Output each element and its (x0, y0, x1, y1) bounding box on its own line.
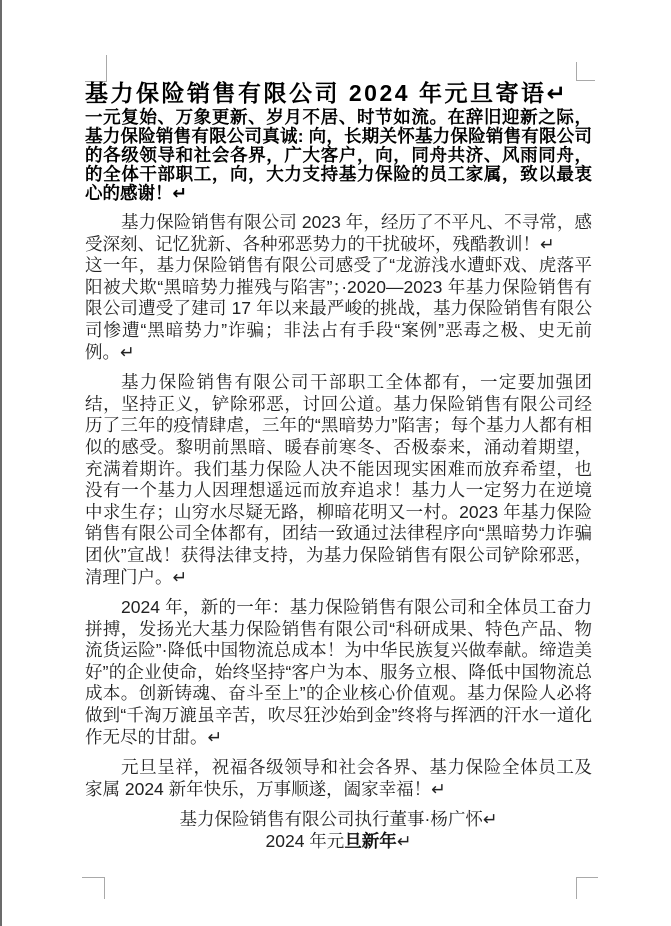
document-text-area[interactable] (85, 78, 592, 853)
paragraph-new-year-blessing: 元旦呈祥，祝福各级领导和社会各界、基力保险全体员工及家属 2024 新年快乐，万事顺遂，阖家幸福！↵ (85, 757, 592, 799)
paragraph-2024-outlook: 2024 年，新的一年：基力保险销售有限公司和全体员工奋力拼搏，发扬光大基力保险销售有限公司“科研成果、特色产品、物流货运险”·降低中国物流总成本！为中华民族复兴做奉献。缔造美好”的企业使命，始终坚持“客户为本、服务立根、降低中国物流总成本。创新铸魂、奋斗至上”的企业核心价值观。基力保险人必将做到“千淘万漉虽辛苦，吹尽狂沙始到金”终将与挥洒的汗水一道化作无尽的甘甜。↵ (85, 597, 592, 747)
text-boundary-mark-bottom-right (576, 877, 598, 899)
date-line-regular: 2024 年元 (265, 831, 345, 852)
signature-line: 基力保险销售有限公司执行董事·杨广怀↵ (179, 809, 498, 830)
paragraph-2023-review (85, 212, 592, 363)
document-title: 基力保险销售有限公司 2024 年元旦寄语↵ (85, 80, 569, 106)
paragraph-2023-review-part1: 基力保险销售有限公司 2023 年，经历了不平凡、不寻常，感受深刻、记忆犹新、各种邪恶势力的干扰破坏，残酷教训！↵ (85, 212, 592, 254)
paragraph-unity-resolve: 基力保险销售有限公司干部职工全体都有，一定要加强团结，坚持正义，铲除邪恶，讨回公道。基力保险销售有限公司经历了三年的疫情肆虐，三年的“黑暗势力”陷害；每个基力人都有相似的感受。黎明前黑暗、暖春前寒冬、否极泰来，涌动着期望，充满着期许。我们基力保险人决不能因现实困难而放弃希望，也没有一个基力人因理想遥远而放弃追求！基力人一定努力在逆境中求生存；山穷水尽疑无路，柳暗花明又一村。2023 年基力保险销售有限公司全体都有，团结一致通过法律程序向“黑暗势力诈骗团伙”宣战！获得法律支持，为基力保险销售有限公司铲除邪恶，清理门户。↵ (85, 372, 592, 587)
date-line (85, 831, 592, 853)
date-line-bold: 旦新年 (344, 831, 397, 852)
paragraph-return-mark: ↵ (396, 831, 412, 852)
window-left-edge (0, 0, 2, 926)
paragraph-greeting: 一元复始、万象更新、岁月不居、时节如流。在辞旧迎新之际，基力保险销售有限公司真诚: 向，长期关怀基力保险销售有限公司的各级领导和社会各界，广大客户，向，同舟共济、风雨同舟，的全体干部职工，向，大力支持基力保险的员工家属，致以最衷心的感谢！↵ (85, 107, 592, 203)
paragraph-2023-review-part2: 这一年，基力保险销售有限公司感受了“龙游浅水遭虾戏、虎落平阳被犬欺“黑暗势力摧残与陷害”；·2020—2023 年基力保险销售有限公司遭受了建司 17 年以来最严峻的挑战，基力保险销售有限公司惨遭“黑暗势力”诈骗；非法占有手段“案例”恶毒之极、史无前例。↵ (85, 255, 592, 362)
text-boundary-mark-bottom-left (82, 877, 105, 899)
